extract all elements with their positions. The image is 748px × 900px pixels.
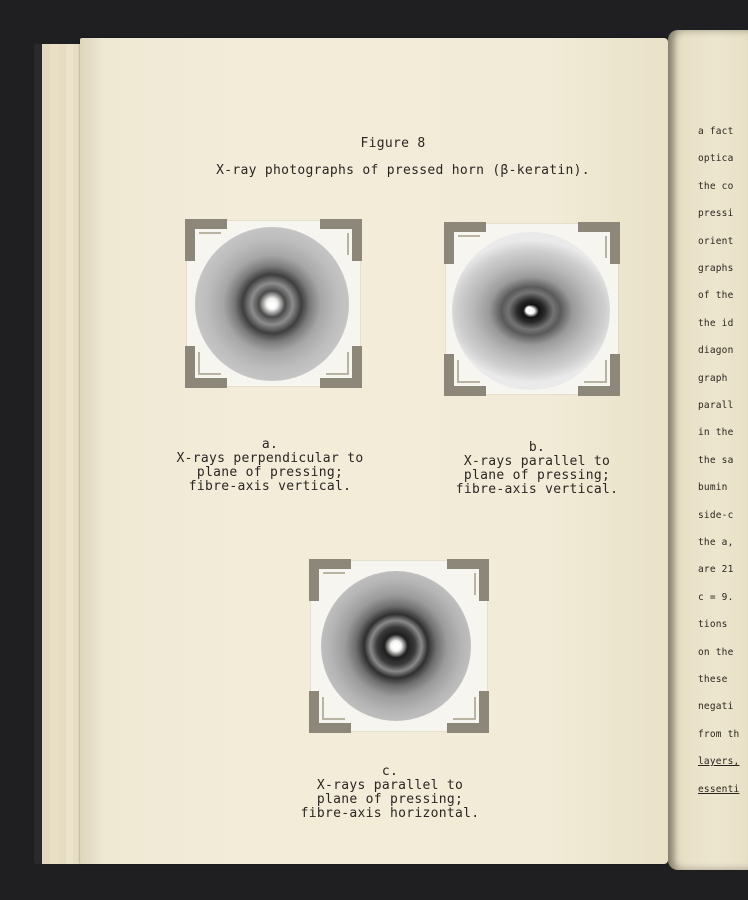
caption-line: X-rays perpendicular to	[176, 451, 364, 466]
facing-page-text-line: graphs	[698, 263, 734, 274]
facing-page-text-line: these	[698, 674, 728, 685]
facing-page-text-line: on the	[698, 646, 734, 658]
figure-title: X-ray photographs of pressed horn (β-keratin).	[216, 163, 590, 178]
photo-corner-icon	[320, 346, 362, 388]
photo-corner-icon	[309, 691, 351, 733]
facing-page-text-line: from th	[698, 728, 740, 740]
facing-page-text-line: layers,	[698, 756, 740, 768]
beam-stop-dot	[269, 302, 276, 309]
facing-page-text-line: side-c	[698, 509, 734, 521]
facing-page-text-line: negati	[698, 701, 734, 713]
facing-page-text-line: the id	[698, 317, 734, 329]
facing-page-text-line: are 21	[698, 564, 734, 576]
photo-corner-icon	[447, 691, 489, 733]
caption-a	[160, 438, 380, 494]
facing-page-text-line: orient	[698, 235, 734, 247]
photo-corner-icon	[309, 559, 351, 601]
figure-number: Figure 8	[360, 136, 426, 151]
caption-line: fibre-axis horizontal.	[300, 806, 480, 821]
photograph-b	[446, 224, 618, 394]
photo-corner-icon	[578, 222, 620, 264]
facing-page-text-line: essenti	[698, 783, 740, 795]
facing-page-text-line: optica	[698, 153, 734, 165]
photo-corner-icon	[320, 219, 362, 261]
facing-page-text-line: diagon	[698, 345, 734, 357]
beam-stop-dot	[393, 643, 400, 650]
facing-page-text-line: in the	[698, 427, 734, 439]
facing-page-text-line: pressi	[698, 208, 734, 220]
caption-b	[427, 441, 647, 497]
facing-page-text-line: the sa	[698, 454, 734, 466]
photo-corner-icon	[578, 354, 620, 396]
figure-page	[80, 38, 668, 864]
caption-line: X-rays parallel to	[463, 454, 611, 469]
photograph-c	[311, 561, 487, 731]
caption-c	[280, 765, 500, 821]
caption-line: plane of pressing;	[463, 468, 611, 483]
facing-page-text-line: parall	[698, 400, 734, 411]
caption-line: fibre-axis vertical.	[455, 482, 619, 497]
beam-stop-dot	[526, 307, 533, 314]
facing-page-text-line: tions	[698, 619, 728, 631]
photograph-a	[187, 221, 360, 386]
facing-page-text-line: c = 9.	[698, 591, 734, 603]
facing-page-edge	[668, 30, 748, 870]
photo-corner-icon	[185, 346, 227, 388]
caption-label: a.	[261, 437, 279, 452]
caption-label: c.	[381, 764, 399, 779]
caption-line: fibre-axis vertical.	[188, 479, 352, 494]
photo-corner-icon	[185, 219, 227, 261]
facing-page-text-line: of the	[698, 290, 734, 302]
caption-label: b.	[528, 440, 546, 455]
caption-line: plane of pressing;	[196, 465, 344, 480]
facing-page-text-line: the co	[698, 180, 734, 192]
facing-page-text-line: a fact	[698, 126, 734, 137]
caption-line: X-rays parallel to	[316, 778, 464, 793]
facing-page-text-line: the a,	[698, 537, 734, 548]
photo-corner-icon	[447, 559, 489, 601]
photo-corner-icon	[444, 222, 486, 264]
photo-corner-icon	[444, 354, 486, 396]
caption-line: plane of pressing;	[316, 792, 464, 807]
facing-page-text-line: bumin	[698, 482, 728, 494]
facing-page-text-line: graph	[698, 372, 728, 384]
